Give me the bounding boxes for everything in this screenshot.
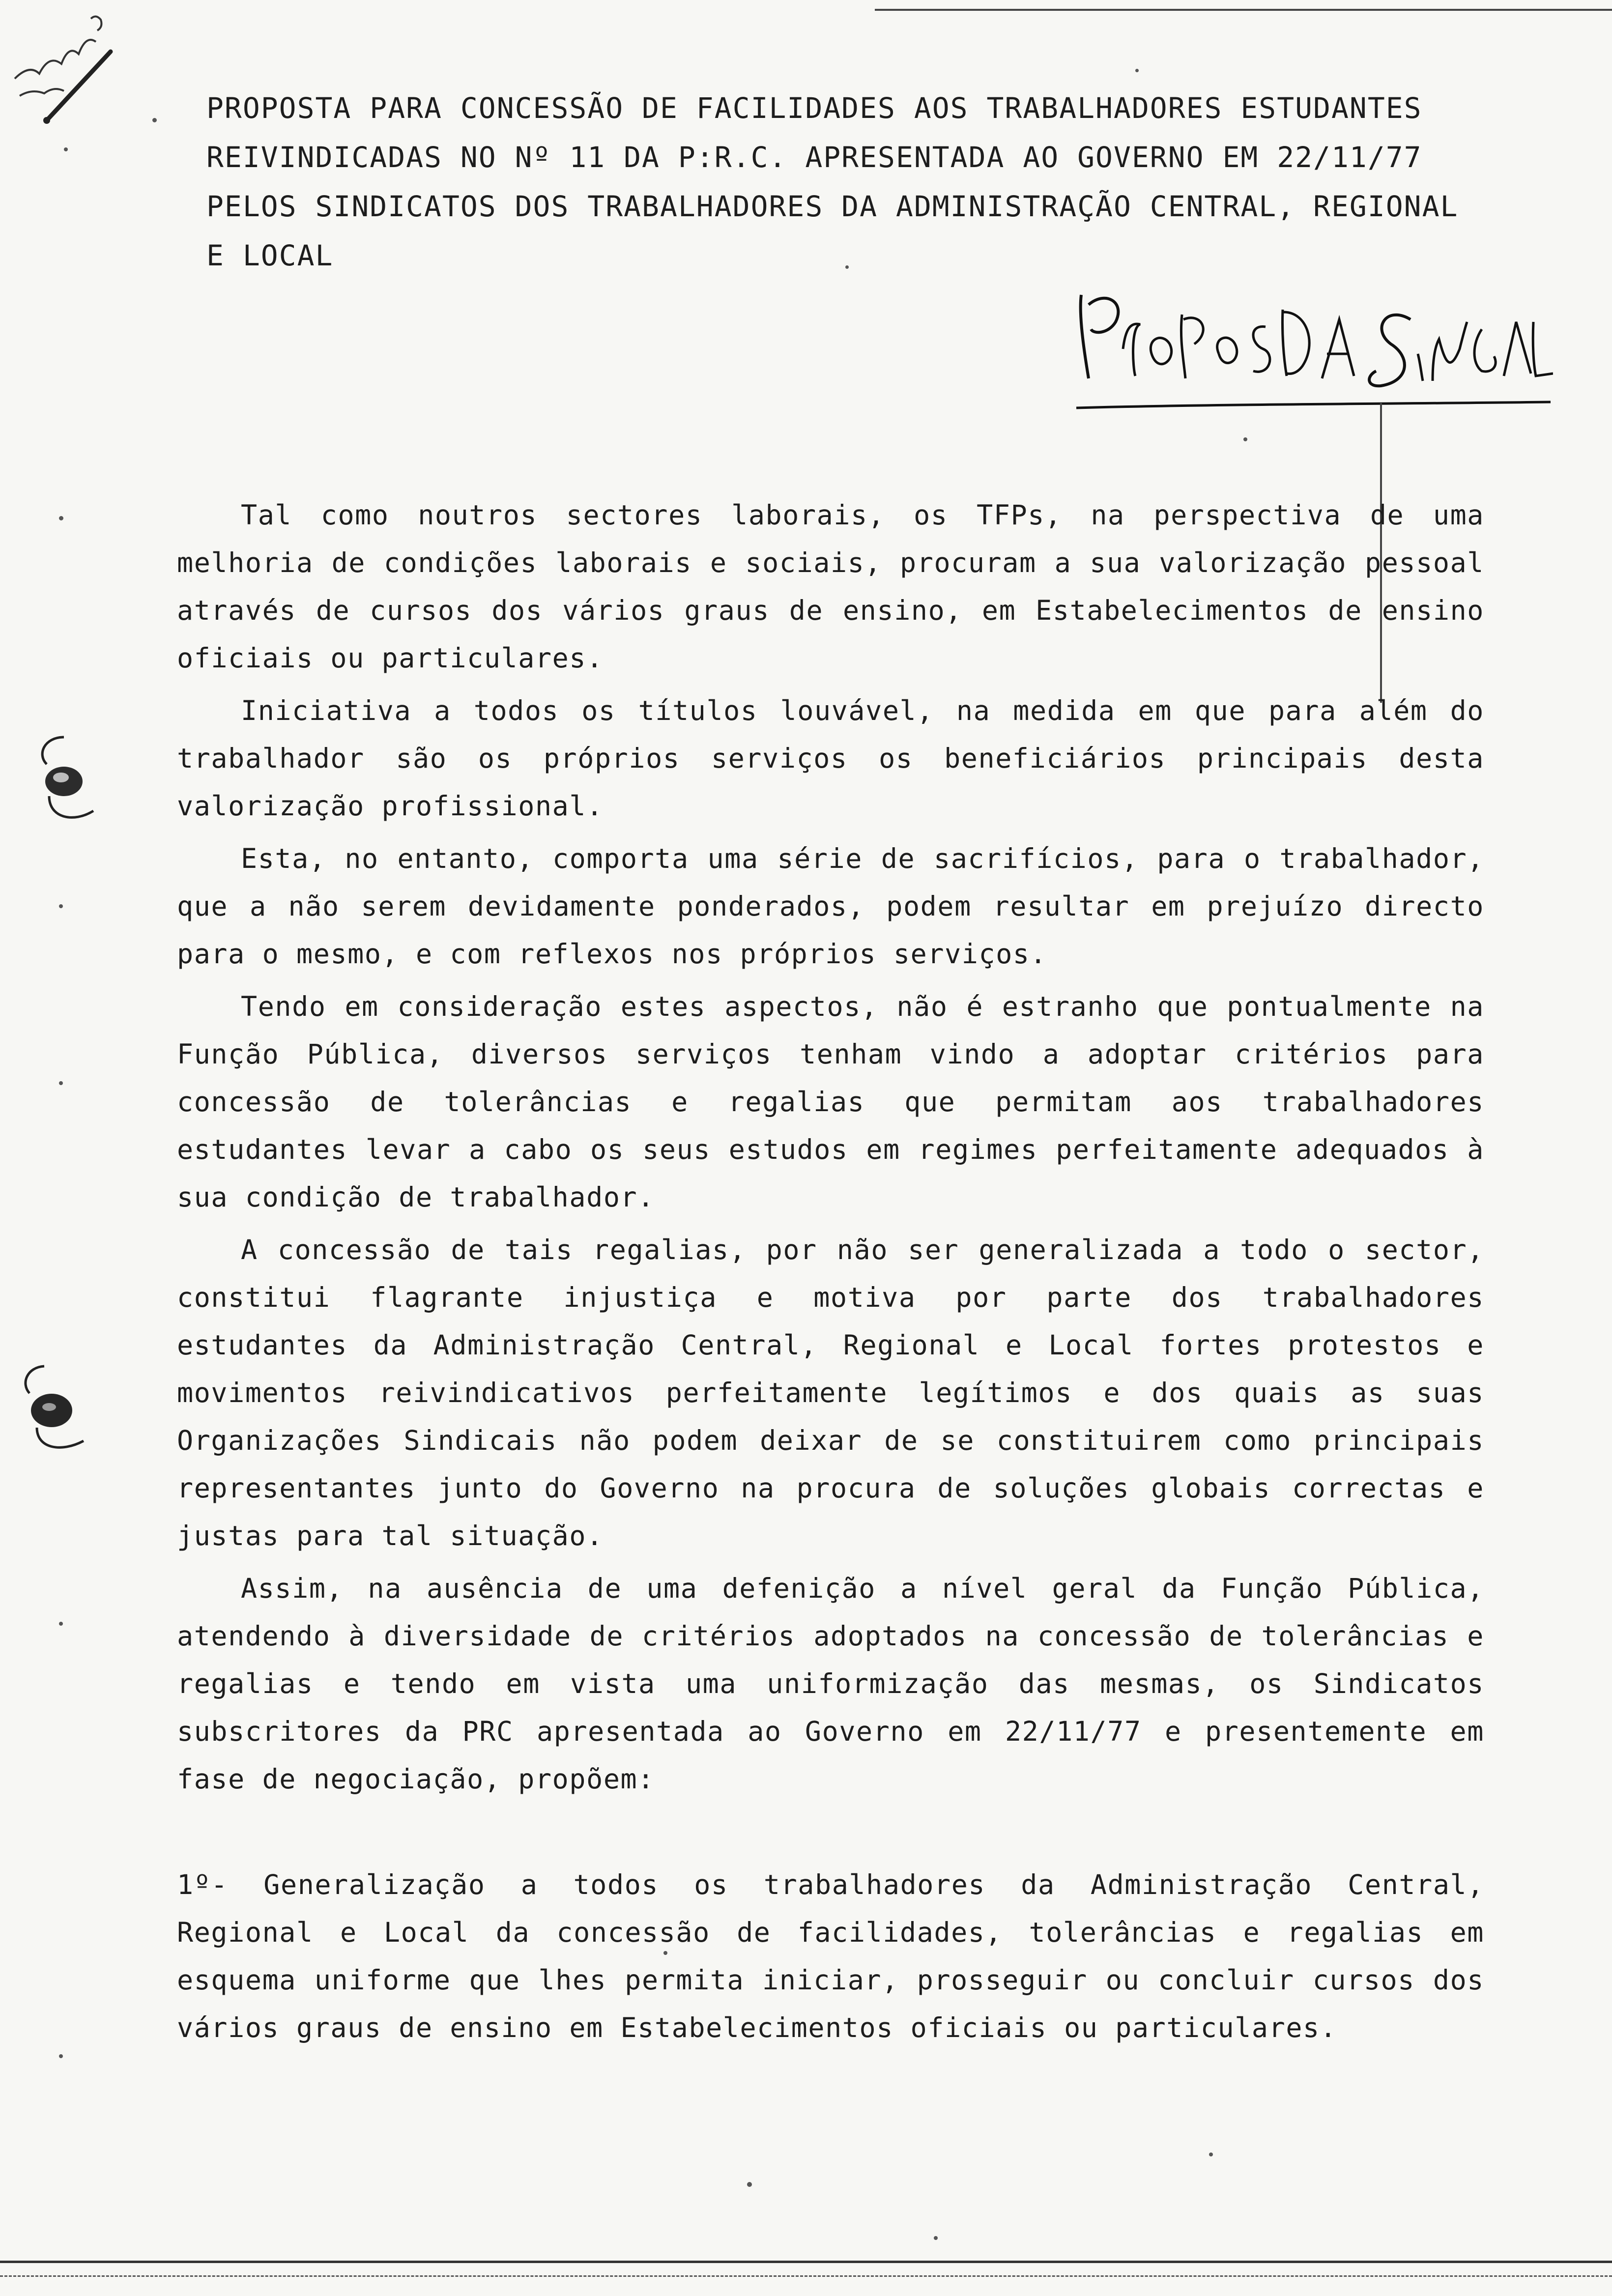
bottom-edge-line-dashed [0, 2275, 1612, 2277]
numbered-item-1: 1º- Generalização a todos os trabalhadores da Administração Central, Regional e Local da concessão de facilidades, tolerâncias e regalias em esquema uniforme que lhes permita iniciar, prosseguir ou concluir cursos dos vários graus de ensino em Estabelecimentos oficiais ou particulares. [177, 1869, 1484, 2043]
punch-hole-mark-top [29, 732, 103, 826]
document-body [177, 491, 1484, 2057]
corner-scribble-mark [5, 5, 123, 133]
paragraph-3: Esta, no entanto, comporta uma série de sacrifícios, para o trabalhador, que a não serem devidamente ponderados, podem resultar em prejuízo directo para o mesmo, e com reflexos nos próprios serviços. [177, 843, 1484, 970]
scan-speck [59, 2054, 63, 2058]
handwritten-proposta-sindical [1071, 275, 1553, 432]
paragraph-6: Assim, na ausência de uma defenição a nível geral da Função Pública, atendendo à diversidade de critérios adoptados na concessão de tolerâncias e regalias e tendo em vista uma uniformização das mesmas, os Sindicatos subscritores da PRC apresentada ao Governo em 22/11/77 e presentemente em fase de negociação, propõem: [177, 1573, 1484, 1795]
scan-speck [152, 118, 157, 122]
paragraph-2: Iniciativa a todos os títulos louvável, na medida em que para além do trabalhador são os próprios serviços os beneficiários principais desta valorização profissional. [177, 695, 1484, 822]
scan-speck [64, 147, 68, 151]
scan-speck [1209, 2152, 1213, 2156]
document-title: PROPOSTA PARA CONCESSÃO DE FACILIDADES AOS TRABALHADORES ESTUDANTES REIVINDICADAS NO Nº 11 DA P:R.C. APRESENTADA AO GOVERNO EM 22/11/77 PELOS SINDICATOS DOS TRABALHADORES DA ADMINISTRAÇÃO CENTRAL, REGIONAL E LOCAL [206, 91, 1477, 272]
paragraph-5: A concessão de tais regalias, por não ser generalizada a todo o sector, constitui flagrante injustiça e motiva por parte dos trabalhadores estudantes da Administração Central, Regional e Local fortes protestos e movimentos reivindicativos perfeitamente legítimos e dos quais as suas Organizações Sindicais não podem deixar de se constituirem como principais representantes junto do Governo na procura de soluções globais correctas e justas para tal situação. [177, 1234, 1484, 1551]
paragraph-4: Tendo em consideração estes aspectos, não é estranho que pontualmente na Função Pública, diversos serviços tenham vindo a adoptar critérios para concessão de tolerâncias e regalias que permitam aos trabalhadores estudantes levar a cabo os seus estudos em regimes perfeitamente adequados à sua condição de trabalhador. [177, 991, 1484, 1213]
scan-speck [747, 2182, 752, 2187]
bottom-edge-line [0, 2261, 1612, 2263]
top-edge-line [875, 9, 1612, 11]
scan-speck [59, 516, 63, 520]
scan-speck [59, 1622, 63, 1626]
scan-speck [1243, 437, 1247, 441]
scan-speck [59, 1081, 63, 1085]
paragraph-1: Tal como noutros sectores laborais, os TFPs, na perspectiva de uma melhoria de condições laborais e sociais, procuram a sua valorização pessoal através de cursos dos vários graus de ensino, em Estabelecimentos de ensino oficiais ou particulares. [177, 499, 1484, 674]
scan-speck [934, 2236, 938, 2240]
punch-hole-mark-bottom [15, 1361, 88, 1455]
scan-speck [59, 904, 63, 908]
scan-speck [845, 265, 849, 269]
scan-speck [1135, 69, 1139, 72]
scan-speck [663, 1951, 667, 1955]
